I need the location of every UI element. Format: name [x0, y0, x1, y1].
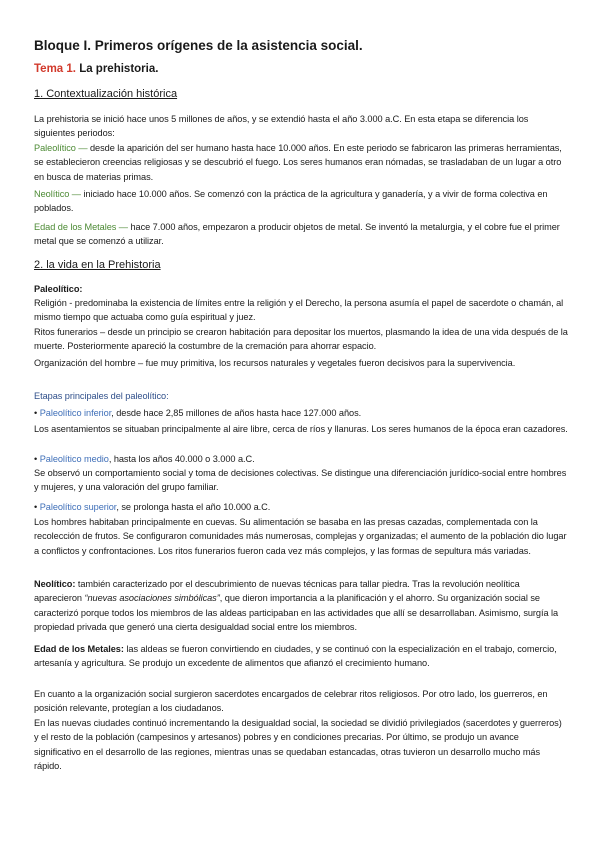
topic-label: Tema 1.	[34, 63, 76, 75]
s2-metales-p2: En cuanto a la organización social surgieron sacerdotes encargados de celebrar ritos religiosos. Por otro lado, los guerreros, en posición relevante, protegían a los ciudadanos.	[34, 689, 548, 714]
topic-heading	[34, 63, 568, 75]
s2-organizacion: Organización del hombre – fue muy primitiva, los recursos naturales y vegetales fueron decisivos para la supervivencia.	[34, 358, 516, 368]
s1-paleolitico	[34, 141, 568, 184]
neo-quote: “nuevas asociaciones simbólicas”	[84, 593, 220, 604]
inferior-line: , desde hace 2,85 millones de años hasta hace 127.000 años.	[111, 408, 362, 418]
s2-neolitico	[34, 577, 568, 635]
bullet-icon: •	[34, 454, 38, 464]
inferior-text: Los asentamientos se situaban principalmente al aire libre, cerca de ríos y llanuras. Los seres humanos de la época eran cazadores.	[34, 424, 568, 434]
s2-religion: Religión - predominaba la existencia de límites entre la religión y el Derecho, la persona asumía el papel de sacerdote o chamán, al mismo tiempo que actuaba como guía espiritual y juez.	[34, 298, 564, 323]
s2-ritos: Ritos funerarios – desde un principio se crearon habitación para depositar los muertos, plasmando la idea de una vida después de la muerte. Posteriormente apareció la costumbre de la cremación para ahorrar espacio.	[34, 327, 568, 352]
superior-text: Los hombres habitaban principalmente en cuevas. Su alimentación se basaba en las presas cazadas, complementada con la recolección de frutos. Se configuraron comunidades más numerosas, complejas y organizadas; el aumento de la población dio lugar a conflictos y confrontaciones. Los ritos funerarios fueron cada vez más complejos, y las formas de sepultura más variadas.	[34, 517, 567, 556]
neolitico-text: iniciado hace 10.000 años. Se comenzó con la práctica de la agricultura y ganadería, y a vivir de forma colectiva en poblados.	[34, 189, 548, 214]
neolitico-label: Neolítico —	[34, 189, 81, 199]
etapa-superior	[34, 500, 568, 514]
bullet-icon: •	[34, 408, 38, 418]
s2-metales	[34, 642, 568, 671]
section-2-heading: 2. la vida en la Prehistoria	[34, 259, 161, 271]
paleolitico-label: Paleolítico —	[34, 143, 88, 153]
superior-line: , se prolonga hasta el año 10.000 a.C.	[116, 502, 271, 512]
etapa-inferior	[34, 406, 568, 420]
s1-intro: La prehistoria se inició hace unos 5 millones de años, y se extendió hasta el año 3.000 a.C. En esta etapa se diferencia los siguientes periodos:	[34, 114, 529, 139]
s1-neolitico	[34, 187, 568, 216]
topic-title: La prehistoria.	[79, 63, 159, 75]
metales-label: Edad de los Metales —	[34, 222, 128, 232]
etapa-medio	[34, 452, 568, 466]
s2-metales-p3: En las nuevas ciudades continuó incrementando la desigualdad social, la sociedad se dividió privilegiados (sacerdotes y guerreros) y el resto de la población (campesinos y artesanos) pobres y en condiciones precarias. Por último, se produjo un avance significativo en el desarrollo de las regiones, mientras unas se quedaban estancadas, otras tuvieron un desarrollo mucho más rápido.	[34, 718, 562, 772]
metales-bold-label: Edad de los Metales:	[34, 644, 124, 654]
metales-text: hace 7.000 años, empezaron a producir objetos de metal. Se inventó la metalurgia, y el cobre fue el primer metal que se comenzó a utilizar.	[34, 222, 560, 247]
medio-text: Se observó un comportamiento social y toma de decisiones colectivas. Se distingue una diferenciación jurídico-social entre hombres y mujeres, y una valoración del grupo familiar.	[34, 468, 567, 493]
neo-text-a: también caracterizado por el descubrimiento de nuevas técnicas para tallar piedra. Tras la revolución neolítica aparecieron	[34, 579, 520, 604]
medio-label: Paleolítico medio	[39, 454, 109, 464]
inferior-label: Paleolítico inferior	[39, 408, 112, 418]
metales-body: las aldeas se fueron convirtiendo en ciudades, y se continuó con la especialización en el trabajo, comercio, artesanía y agricultura. Se produjo un excedente de alimentos que afianzó el crecimiento humano.	[34, 644, 557, 669]
block-title: Bloque I. Primeros orígenes de la asistencia social.	[34, 38, 363, 53]
medio-line: , hasta los años 40.000 o 3.000 a.C.	[108, 454, 255, 464]
bullet-icon: •	[34, 502, 38, 512]
superior-label: Paleolítico superior	[39, 502, 117, 512]
section-1-heading: 1. Contextualización histórica	[34, 88, 178, 100]
s2-etapas-heading: Etapas principales del paleolítico:	[34, 391, 169, 401]
s1-metales	[34, 220, 568, 249]
paleolitico-text: desde la aparición del ser humano hasta hace 10.000 años. En este periodo se fabricaron las primeras herramientas, se establecieron creencias religiosas y se descubrió el fuego. Los seres humanos eran nómadas, se trasladaban de un lugar a otro en busca de materias primas.	[34, 143, 562, 182]
neo-text-b: , que dieron importancia a la planificación y el ahorro. Su organización social se caracterizó porque todos los miembros de las aldeas participaban en las actividades que allí se desarrollaban. Asimismo, surgía la propiedad privada que generó una cierta desigualdad social entre los miembros.	[34, 593, 559, 633]
s2-paleolitico-label: Paleolítico:	[34, 284, 83, 294]
neo-label: Neolítico:	[34, 579, 76, 589]
